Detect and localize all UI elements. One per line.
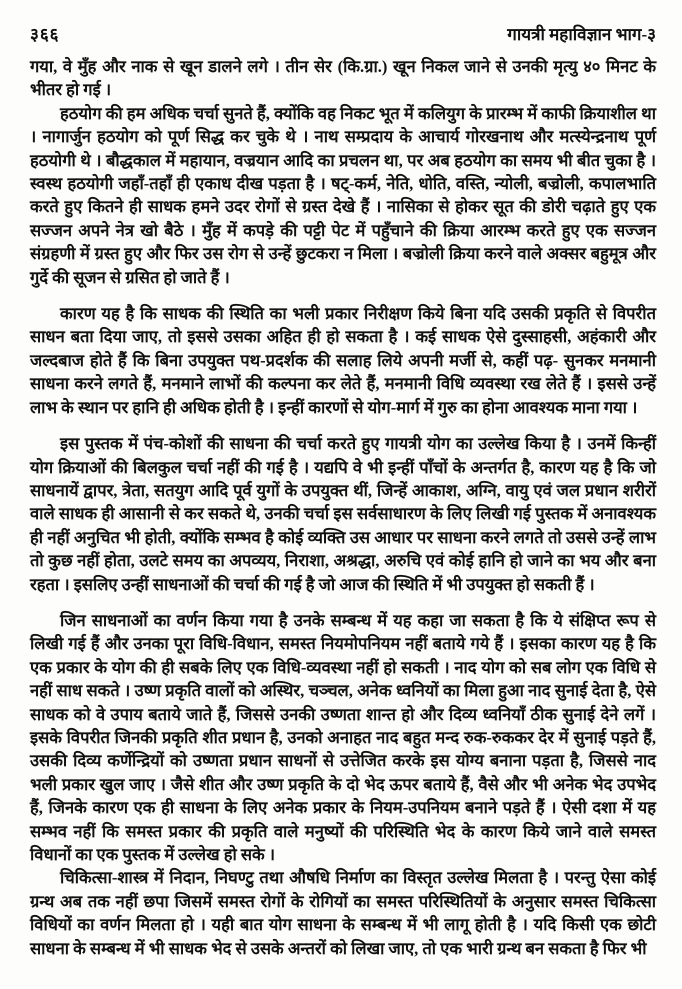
page-body: [30, 55, 656, 960]
paragraph: इस पुस्तक में पंच-कोशों की साधना की चर्चा करते हुए गायत्री योग का उल्लेख किया है । उनमें किन्हीं योग क्रियाओं की बिलकुल चर्चा नहीं की गई है । यद्यपि वे भी इन्हीं पाँचों के अन्तर्गत है, कारण यह है कि जो साधनायें द्वापर, त्रेता, सतयुग आदि पूर्व युगों के उपयुक्त थीं, जिन्हें आकाश, अग्नि, वायु एवं जल प्रधान शरीरों वाले साधक ही आसानी से कर सकते थे, उनकी चर्चा इस सर्वसाधारण के लिए लिखी गई पुस्तक में अनावश्यक ही नहीं अनुचित भी होती, क्योंकि सम्भव है कोई व्यक्ति उस आधार पर साधना करने लगते तो उससे उन्हें लाभ तो कुछ नहीं होता, उलटे समय का अपव्यय, निराशा, अश्रद्धा, अरुचि एवं कोई हानि हो जाने का भय और बना रहता । इसलिए उन्हीं साधनाओं की चर्चा की गई है जो आज की स्थिति में भी उपयुक्त हो सकती हैं ।: [30, 434, 656, 594]
page-header: [30, 22, 656, 45]
paragraph: गया, वे मुँह और नाक से खून डालने लगे । तीन सेर (कि.ग्रा.) खून निकल जाने से उनकी मृत्यु ४० मिनट के भीतर हो गई ।: [30, 57, 656, 100]
running-title: गायत्री महाविज्ञान भाग-३: [507, 25, 656, 44]
paragraph: हठयोग की हम अधिक चर्चा सुनते हैं, क्योंकि वह निकट भूत में कलियुग के प्रारम्भ में काफी क्रियाशील था । नागार्जुन हठयोग को पूर्ण सिद्ध कर चुके थे । नाथ सम्प्रदाय के आचार्य गोरखनाथ और मत्स्येन्द्रनाथ पूर्ण हठयोगी थे । बौद्धकाल में महायान, वज्रयान आदि का प्रचलन था, पर अब हठयोग का समय भी बीत चुका है । स्वस्थ हठयोगी जहाँ-तहाँ ही एकाध दीख पड़ता है । षट्-कर्म, नेति, धोति, वस्ति, न्योली, बज्रोली, कपालभाति करते हुए कितने ही साधक हमने उदर रोगों से ग्रस्त देखे हैं । नासिका से होकर सूत की डोरी चढ़ाते हुए एक सज्जन अपने नेत्र खो बैठे । मुँह में कपड़े की पट्टी पेट में पहुँचाने की क्रिया आरम्भ करते हुए एक सज्जन संग्रहणी में ग्रस्त हुए और फिर उस रोग से उन्हें छुटकरा न मिला । बज्रोली क्रिया करने वाले अक्सर बहुमूत्र और गुर्दे की सूजन से ग्रसित हो जाते हैं ।: [30, 103, 656, 287]
page-number: ३६६: [30, 25, 60, 44]
paragraph: कारण यह है कि साधक की स्थिति का भली प्रकार निरीक्षण किये बिना यदि उसकी प्रकृति से विपरीत साधन बता दिया जाए, तो इससे उसका अहित ही हो सकता है । कई साधक ऐसे दुस्साहसी, अहंकारी और जल्दबाज होते हैं कि बिना उपयुक्त पथ-प्रदर्शक की सलाह लिये अपनी मर्जी से, कहीं पढ़- सुनकर मनमानी साधना करने लगते हैं, मनमाने लाभों की कल्पना कर लेते हैं, मनमानी विधि व्यवस्था रख लेते हैं । इससे उन्हें लाभ के स्थान पर हानि ही अधिक होती है । इन्हीं कारणों से योग-मार्ग में गुरु का होना आवश्यक माना गया ।: [30, 304, 656, 417]
paragraph: जिन साधनाओं का वर्णन किया गया है उनके सम्बन्ध में यह कहा जा सकता है कि ये संक्षिप्त रूप से लिखी गई हैं और उनका पूरा विधि-विधान, समस्त नियमोपनियम नहीं बताये गये हैं । इसका कारण यह है कि एक प्रकार के योग की ही सबके लिए एक विधि-व्यवस्था नहीं हो सकती । नाद योग को सब लोग एक विधि से नहीं साध सकते । उष्ण प्रकृति वालों को अस्थिर, चञ्चल, अनेक ध्वनियों का मिला हुआ नाद सुनाई देता है, ऐसे साधक को वे उपाय बताये जाते हैं, जिससे उनकी उष्णता शान्त हो और दिव्य ध्वनियाँ ठीक सुनाई देने लगें । इसके विपरीत जिनकी प्रकृति शीत प्रधान है, उनको अनाहत नाद बहुत मन्द रुक-रुककर देर में सुनाई पड़ते हैं, उसकी दिव्य कर्णेन्द्रियों को उष्णता प्रधान साधनों से उत्तेजित करके इस योग्य बनाना पड़ता है, जिससे नाद भली प्रकार खुल जाए । जैसे शीत और उष्ण प्रकृति के दो भेद ऊपर बताये हैं, वैसे और भी अनेक भेद उपभेद हैं, जिनके कारण एक ही साधना के लिए अनेक प्रकार के नियम-उपनियम बनाने पड़ते हैं । ऐसी दशा में यह सम्भव नहीं कि समस्त प्रकार की प्रकृति वाले मनुष्यों की परिस्थिति भेद के कारण किये जाने वाले समस्त विधानों का एक पुस्तक में उल्लेख हो सके ।: [30, 610, 656, 864]
paragraph: चिकित्सा-शास्त्र में निदान, निघण्टु तथा औषधि निर्माण का विस्तृत उल्लेख मिलता है । परन्तु ऐसा कोई ग्रन्थ अब तक नहीं छपा जिसमें समस्त रोगों के रोगियों का समस्त परिस्थितियों के अनुसार समस्त चिकित्सा विधियों का वर्णन मिलता हो । यही बात योग साधना के सम्बन्ध में भी लागू होती है । यदि किसी एक छोटी साधना के सम्बन्ध में भी साधक भेद से उसके अन्तरों को लिखा जाए, तो एक भारी ग्रन्थ बन सकता है फिर भी: [30, 868, 656, 958]
